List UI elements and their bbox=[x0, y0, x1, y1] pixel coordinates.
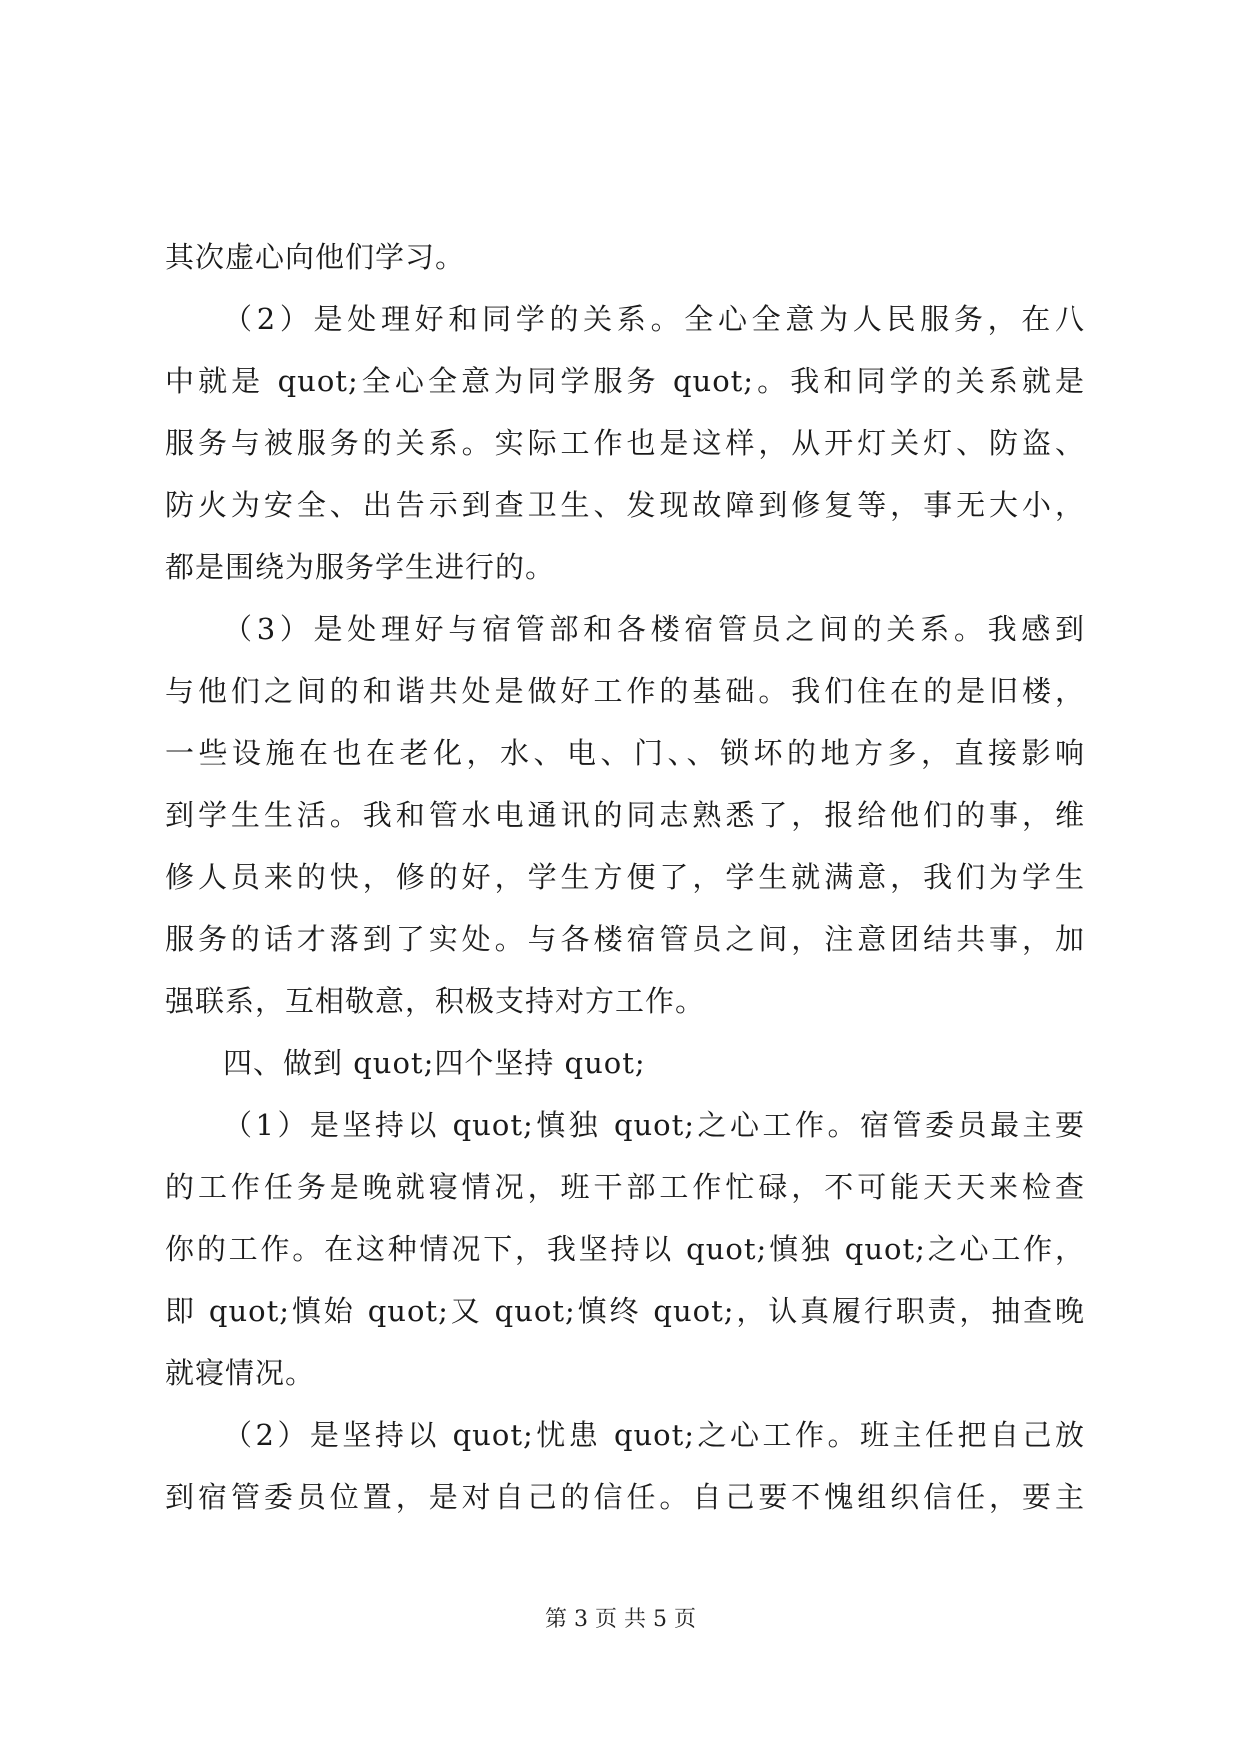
text-line: 防火为安全、出告示到查卫生、发现故障到修复等，事无大小， bbox=[165, 488, 1085, 522]
text-line: （3）是处理好与宿管部和各楼宿管员之间的关系。我感到 bbox=[223, 612, 1085, 646]
text-line: 一些设施在也在老化，水、电、门、、锁坏的地方多，直接影响 bbox=[165, 736, 1085, 770]
text-line: （1）是坚持以 quot;慎独 quot;之心工作。宿管委员最主要 bbox=[223, 1108, 1085, 1142]
text-line: 中就是 quot;全心全意为同学服务 quot;。我和同学的关系就是 bbox=[165, 364, 1086, 398]
text-line: 的工作任务是晚就寝情况，班干部工作忙碌，不可能天天来检查 bbox=[165, 1170, 1085, 1204]
text-line: （2）是坚持以 quot;忧患 quot;之心工作。班主任把自己放 bbox=[223, 1418, 1085, 1452]
text-line: 都是围绕为服务学生进行的。 bbox=[165, 550, 556, 584]
text-line: 与他们之间的和谐共处是做好工作的基础。我们住在的是旧楼， bbox=[165, 674, 1085, 708]
page-number-label: 第 3 页 共 5 页 bbox=[545, 1607, 696, 1632]
text-line: 四、做到 quot;四个坚持 quot; bbox=[223, 1046, 646, 1080]
text-line: （2）是处理好和同学的关系。全心全意为人民服务，在八 bbox=[223, 302, 1085, 336]
text-line: 即 quot;慎始 quot;又 quot;慎终 quot;，认真履行职责，抽查晚 bbox=[165, 1294, 1085, 1328]
text-line: 服务与被服务的关系。实际工作也是这样，从开灯关灯、防盗、 bbox=[165, 426, 1085, 460]
text-line: 服务的话才落到了实处。与各楼宿管员之间，注意团结共事，加 bbox=[165, 922, 1085, 956]
text-line: 修人员来的快，修的好，学生方便了，学生就满意，我们为学生 bbox=[165, 860, 1085, 894]
body-text bbox=[165, 226, 1085, 1528]
text-line: 强联系，互相敬意，积极支持对方工作。 bbox=[165, 984, 706, 1018]
text-line: 就寝情况。 bbox=[165, 1356, 316, 1390]
text-line: 其次虚心向他们学习。 bbox=[165, 240, 466, 274]
text-line: 到宿管委员位置，是对自己的信任。自己要不愧组织信任，要主 bbox=[165, 1480, 1085, 1514]
page-footer bbox=[0, 1606, 1241, 1634]
text-line: 你的工作。在这种情况下，我坚持以 quot;慎独 quot;之心工作， bbox=[165, 1232, 1085, 1266]
text-line: 到学生生活。我和管水电通讯的同志熟悉了，报给他们的事，维 bbox=[165, 798, 1085, 832]
